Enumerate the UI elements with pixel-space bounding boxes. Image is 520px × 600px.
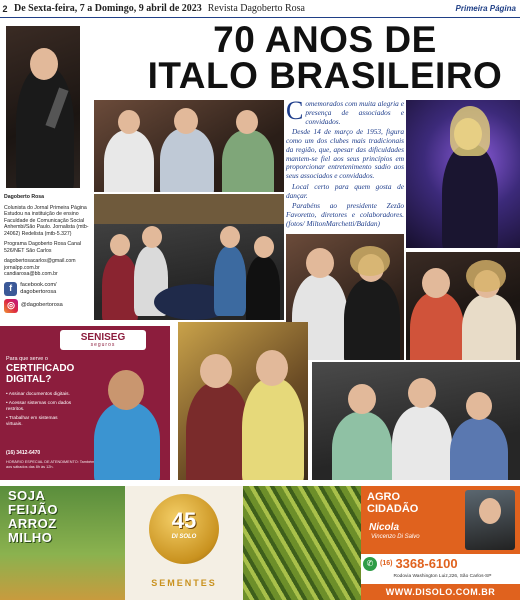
columnist-program: Programa Dagoberto Rosa Canal 526/NET São Carlos <box>4 241 81 254</box>
photo-three-men-2 <box>312 362 520 480</box>
seniseg-phone: (16) 3412-6470 <box>6 450 41 456</box>
seniseg-ad[interactable] <box>0 326 170 480</box>
instagram-link[interactable] <box>4 299 90 313</box>
facebook-handle: facebook.com/ dagobertorosa <box>20 281 57 295</box>
columnist-email-2[interactable]: jornalpp.com.br <box>4 264 40 271</box>
phone-number: 3368-6100 <box>395 556 458 571</box>
edition-date: De Sexta-feira, 7 a Domingo, 9 abril de 2023 <box>14 3 202 14</box>
photo-singer <box>406 100 520 248</box>
seniseg-bullet-1: • Assinar documentos digitais. <box>6 392 70 397</box>
seniseg-logo-text: SENISEG <box>80 331 126 343</box>
columnist-email-1[interactable]: dagobertosacarlos@gmail.com <box>4 258 76 264</box>
columnist-bio: Colunista do Jornal Primeira Página Estudou na instituição de ensino Faculdade de Comunicação Social Anhembi/São Paulo. Jornalista (mtb-24062) Redelista (mtb-5.327) <box>4 204 89 237</box>
headline <box>130 19 520 97</box>
headline-line-2: ITALO BRASILEIRO <box>147 55 503 97</box>
corn-field-image <box>243 486 361 600</box>
sementes-label: SEMENTES <box>151 578 217 588</box>
disolo-phone[interactable] <box>363 556 518 571</box>
columnist-email-3[interactable]: candiarosa@bb.com.br <box>4 271 58 277</box>
instagram-icon: ◎ <box>4 299 18 313</box>
seniseg-bullets <box>6 392 74 431</box>
disolo-website[interactable]: WWW.DISOLO.COM.BR <box>361 584 520 600</box>
seniseg-question: Para que serve o <box>6 356 48 362</box>
seniseg-bullet-3: • Trabalhar em sistemas virtuais. <box>6 415 58 427</box>
facebook-icon: f <box>4 282 17 296</box>
disolo-address: Rodovia Washington Luiz,226, São Carlos-SP <box>393 574 492 579</box>
columnist-name: Dagoberto Rosa <box>4 194 45 200</box>
page-number: 2 <box>2 3 8 14</box>
crop-soja: SOJA <box>8 488 46 503</box>
instagram-handle: @dagobertorosa <box>21 302 63 308</box>
seniseg-headline: CERTIFICADO DIGITAL? <box>6 363 75 385</box>
page-header <box>0 0 520 18</box>
anniversary-panel <box>125 486 243 600</box>
drop-cap: C <box>286 96 304 125</box>
crop-milho: MILHO <box>8 530 53 545</box>
crop-arroz: ARROZ <box>8 516 57 531</box>
badge-number: 45 <box>171 508 197 533</box>
seniseg-model <box>88 362 166 480</box>
photo-couple-2 <box>406 252 520 360</box>
nicola-name: Nicola <box>369 522 400 533</box>
story-text <box>286 96 404 231</box>
columnist-info <box>4 194 90 313</box>
photo-three-men <box>94 100 284 192</box>
disolo-ad[interactable] <box>0 486 520 600</box>
facebook-link[interactable] <box>4 282 90 296</box>
vincenzo-name: Vincenzo Di Salvo <box>371 534 420 540</box>
agro-cidadao-panel <box>361 486 520 600</box>
cidadao-label: CIDADÃO <box>367 503 419 515</box>
seniseg-bullet-2: • Acessar sistemas com dados restritos. <box>6 400 72 412</box>
crop-feijao: FEIJÃO <box>8 502 58 517</box>
seniseg-logo <box>60 330 146 350</box>
story-paragraph-3: Local certo para quem gosta de dançar. <box>286 181 404 200</box>
columnist-photo <box>6 26 80 188</box>
badge-subtitle: DI SOLO <box>171 534 197 540</box>
seniseg-logo-sub: seguros <box>90 341 116 348</box>
story-paragraph-2: Desde 14 de março de 1953, figura como um dos clubes mais tradicionais da região, que, apesar das dificuldades mantem-se fiel aos seus princípios em proporcionar entretenimento sadio aos seus associados e convidados. <box>286 127 404 180</box>
photo-couple-embrace <box>178 322 308 480</box>
headline-line-1: 70 ANOS DE <box>213 19 437 60</box>
agro-label: AGRO <box>367 491 400 503</box>
story-paragraph-4: Parabéns ao presidente Zezão Favoretto, diretores e colaboradores. (fotos/ MiltonMarchetti/Baldan) <box>286 201 404 228</box>
photo-table-group <box>94 194 284 320</box>
crops-panel <box>0 486 125 600</box>
story-paragraph-1: omemorados com muita alegria e presença de associados e convidados. <box>305 99 404 126</box>
seniseg-footer: HORÁRIO ESPECIAL DE ATENDIMENTO: Também aos sábados das 8h às 12h. <box>6 460 95 469</box>
whatsapp-icon: ✆ <box>363 557 377 571</box>
phone-area-code: (16) <box>380 560 393 567</box>
section-name: Revista Dagoberto Rosa <box>207 3 305 14</box>
nicola-portrait <box>465 490 515 550</box>
newspaper-brand: Primeira Página <box>455 4 516 13</box>
